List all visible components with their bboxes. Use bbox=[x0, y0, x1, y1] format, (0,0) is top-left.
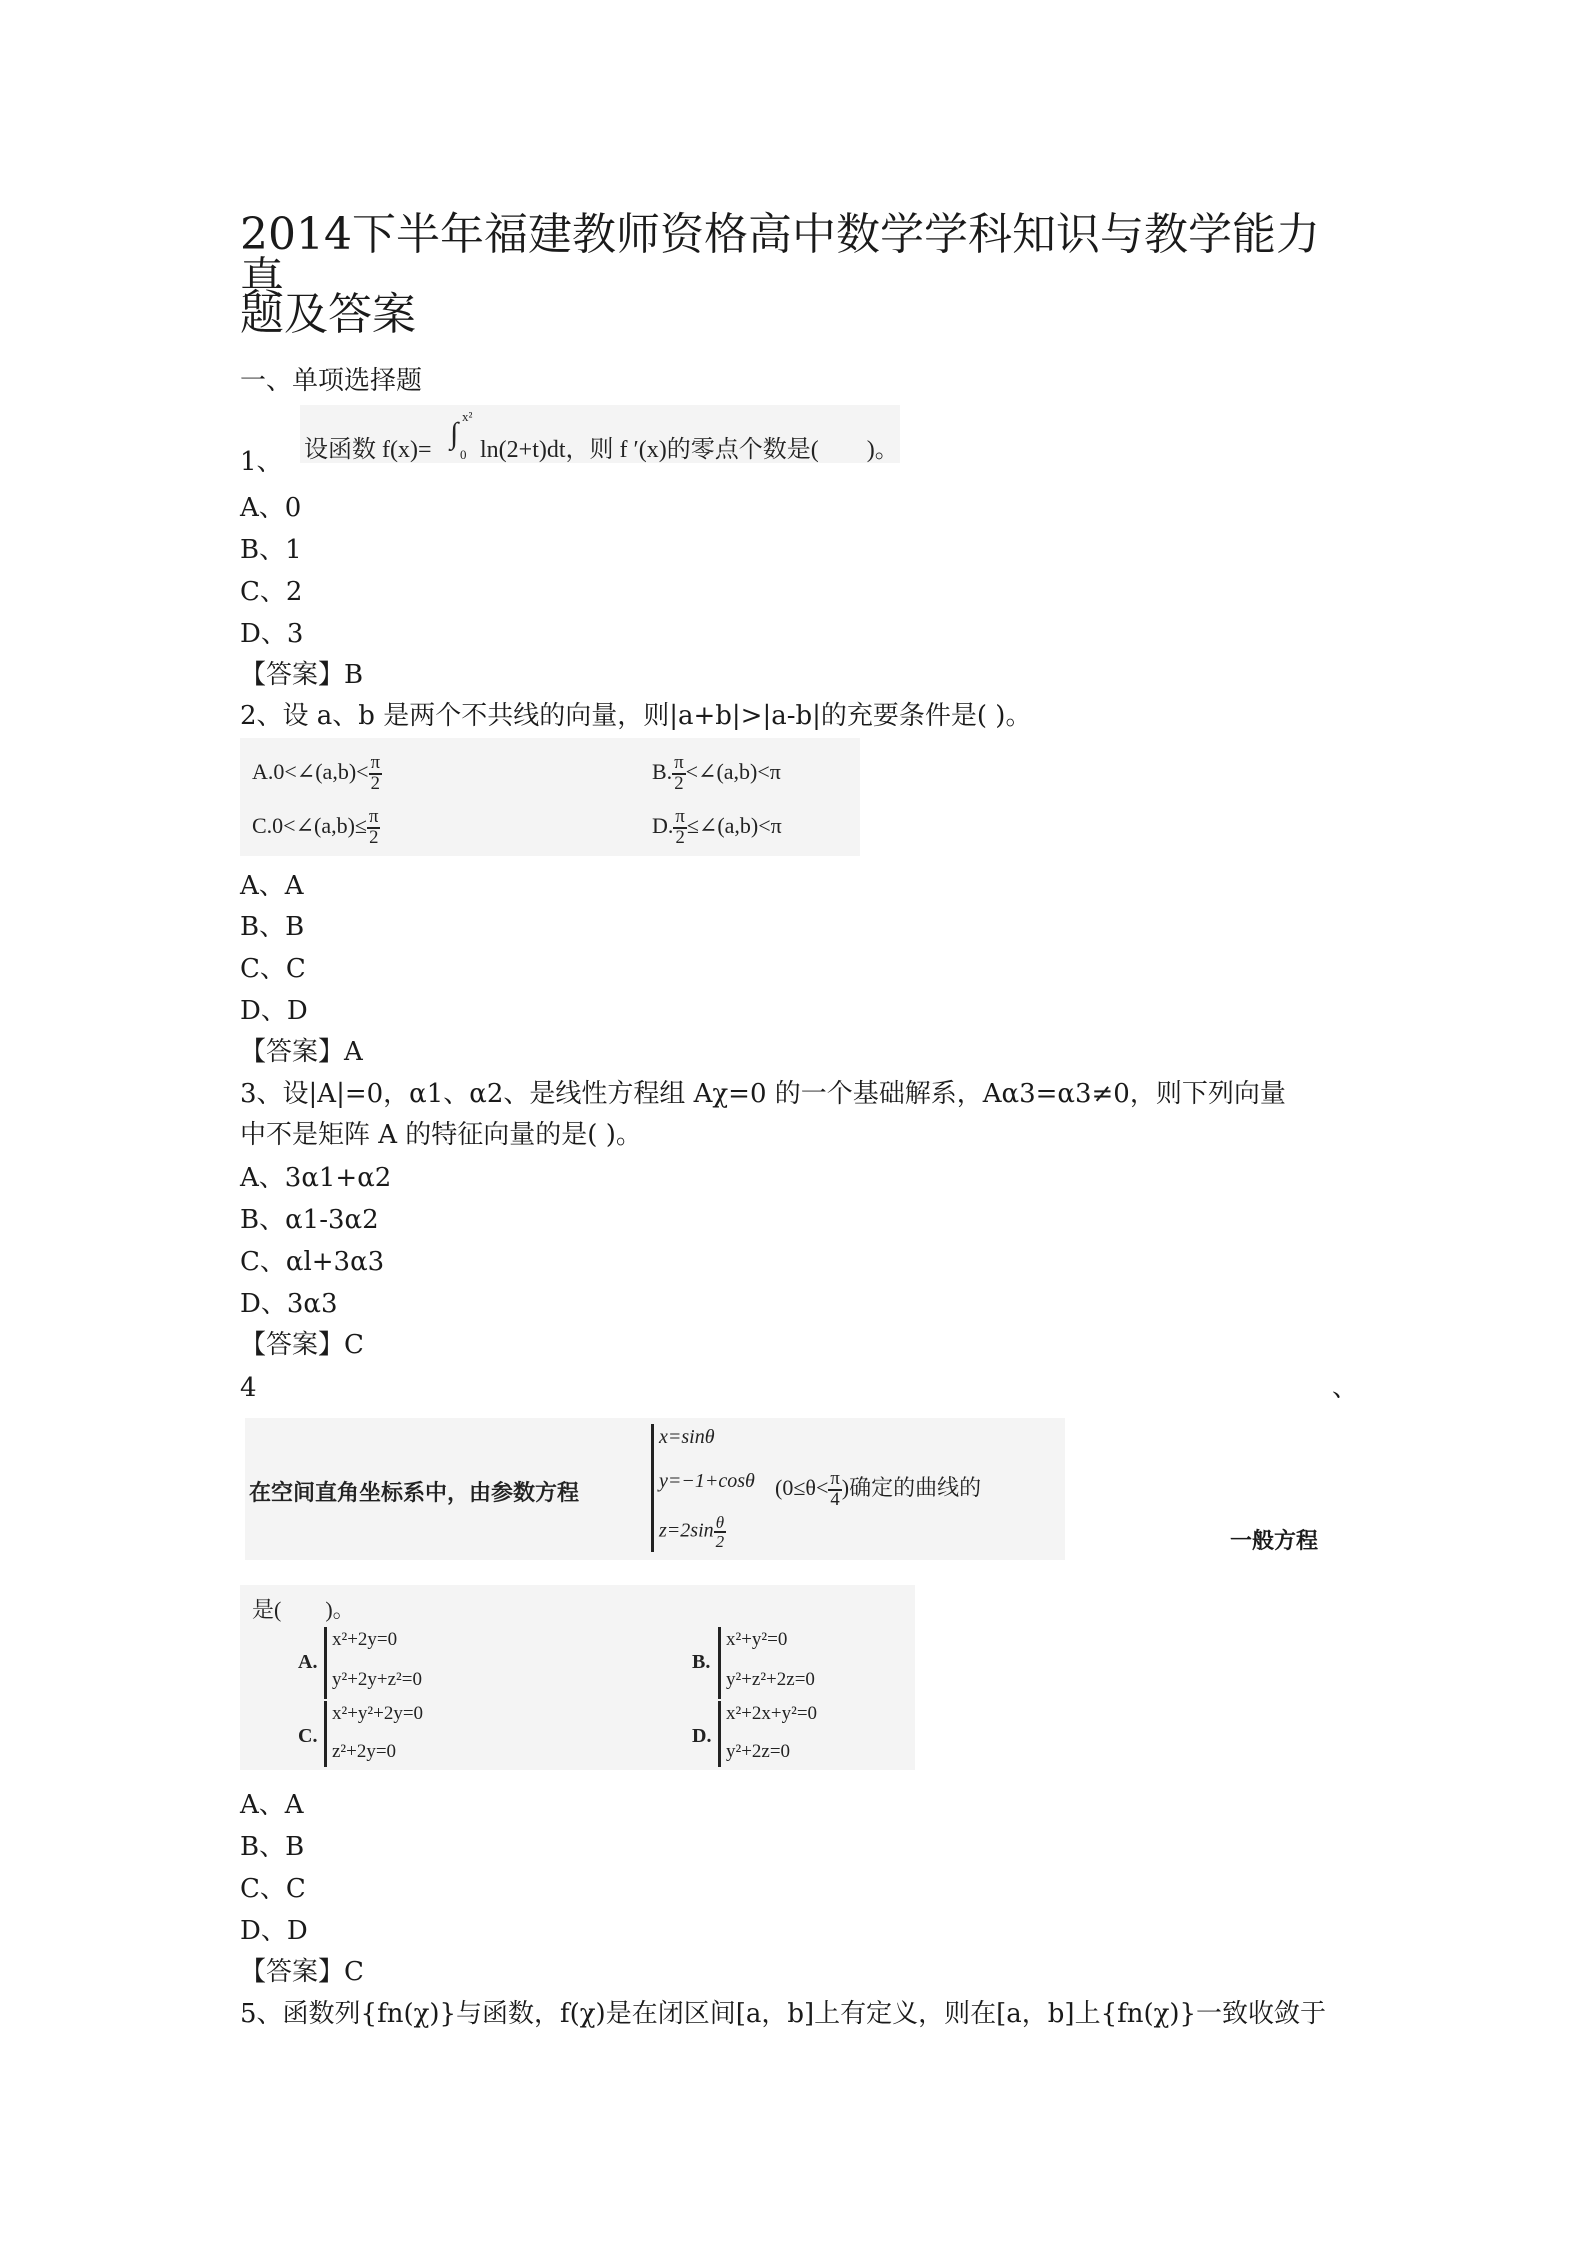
frac-den: 4 bbox=[830, 1488, 840, 1510]
q1-integral-upper: x² bbox=[462, 409, 473, 424]
q3-text-line-2: 中不是矩阵 A 的特征向量的是( )。 bbox=[240, 1120, 642, 1150]
frac-den: 2 bbox=[715, 1532, 725, 1551]
frac-num: π bbox=[675, 806, 685, 827]
frac-den: 2 bbox=[369, 826, 379, 848]
q1-option-b: B、1 bbox=[240, 535, 302, 565]
system-brace bbox=[718, 1627, 721, 1699]
q4-img-d-eq1: x²+2x+y²=0 bbox=[726, 1703, 818, 1724]
q4-general-equation: 一般方程 bbox=[1230, 1528, 1319, 1553]
q4-eq-z bbox=[659, 1514, 726, 1550]
q2-img-option-d bbox=[652, 808, 782, 847]
system-brace bbox=[651, 1424, 654, 1552]
q4-img-label-c: C. bbox=[298, 1725, 318, 1747]
system-brace bbox=[324, 1701, 327, 1767]
q4-img-is: 是( )。 bbox=[252, 1597, 355, 1622]
q2-img-b-text: <∠(a,b)<π bbox=[685, 758, 781, 784]
q3-answer: 【答案】C bbox=[240, 1330, 364, 1360]
q2-img-d-label: D. bbox=[652, 812, 674, 838]
q2-img-option-b bbox=[652, 754, 781, 793]
frac-num: π bbox=[369, 806, 379, 827]
q2-option-b: B、B bbox=[240, 912, 305, 942]
q4-img-c-eq1: x²+y²+2y=0 bbox=[332, 1703, 424, 1724]
q2-img-option-a bbox=[252, 754, 382, 793]
document-title-line-2: 题及答案 bbox=[240, 289, 416, 340]
q3-option-b: B、α1-3α2 bbox=[240, 1205, 379, 1235]
q4-option-c: C、C bbox=[240, 1874, 306, 1904]
frac-den: 2 bbox=[370, 772, 380, 794]
q2-img-a-text: A.0<∠(a,b)< bbox=[252, 758, 369, 784]
q4-option-a: A、A bbox=[240, 1790, 304, 1820]
q4-range-pre: (0≤θ< bbox=[775, 1474, 829, 1500]
pi-over-2 bbox=[369, 754, 382, 793]
document-title-line-1: 2014下半年福建教师资格高中数学学科知识与教学能力真 bbox=[240, 209, 1320, 304]
q4-img-d-eq2: y²+2z=0 bbox=[726, 1741, 791, 1762]
q1-number: 1、 bbox=[240, 447, 283, 477]
pi-over-2 bbox=[673, 808, 686, 847]
section-heading: 一、单项选择题 bbox=[240, 366, 423, 396]
q4-img-a-eq1: x²+2y=0 bbox=[332, 1629, 398, 1650]
pi-over-2 bbox=[367, 808, 380, 847]
q2-img-c-text: C.0<∠(a,b)≤ bbox=[252, 812, 368, 838]
q4-eq-y: y=−1+cosθ bbox=[659, 1470, 755, 1492]
q1-option-a: A、0 bbox=[240, 493, 302, 523]
q3-option-d: D、3α3 bbox=[240, 1289, 338, 1319]
q1-integrand: ln(2+t)dt，则 f ′(x)的零点个数是( )。 bbox=[480, 437, 899, 463]
q4-img-label-a: A. bbox=[298, 1651, 318, 1673]
q4-img-a-eq2: y²+2y+z²=0 bbox=[332, 1669, 422, 1690]
q1-question-image bbox=[300, 405, 900, 463]
q4-number: 4 bbox=[240, 1373, 257, 1403]
q2-options-image bbox=[240, 738, 860, 856]
q4-option-d: D、D bbox=[240, 1916, 308, 1946]
q4-eq-x: x=sinθ bbox=[659, 1426, 715, 1448]
q4-range bbox=[775, 1470, 981, 1509]
system-brace bbox=[324, 1627, 327, 1699]
frac-num: π bbox=[830, 1468, 840, 1489]
frac-num: θ bbox=[714, 1514, 727, 1533]
q4-img-b-eq1: x²+y²=0 bbox=[726, 1629, 788, 1650]
frac-den: 2 bbox=[675, 826, 685, 848]
q3-text-line-1: 3、设|A|=0，α1、α2、是线性方程组 Aχ=0 的一个基础解系，Aα3=α3≠0，则下列向量 bbox=[240, 1079, 1286, 1109]
q4-img-b-eq2: y²+z²+2z=0 bbox=[726, 1669, 815, 1690]
q4-option-b: B、B bbox=[240, 1832, 305, 1862]
q4-eq-z-text: z=2sin bbox=[659, 1519, 714, 1542]
q4-img-label-b: B. bbox=[692, 1651, 711, 1673]
frac-num: π bbox=[370, 752, 380, 773]
q4-separator: 、 bbox=[1332, 1373, 1359, 1403]
frac-num: π bbox=[674, 752, 684, 773]
q2-option-c: C、C bbox=[240, 954, 306, 984]
q5-text: 5、函数列{fn(χ)}与函数，f(χ)是在闭区间[a，b]上有定义，则在[a，b]上{fn(χ)}一致收敛于 bbox=[240, 1999, 1327, 2029]
q1-option-d: D、3 bbox=[240, 619, 304, 649]
integral-sign-icon: ∫ bbox=[450, 417, 459, 450]
pi-over-2 bbox=[672, 754, 685, 793]
q4-img-prefix: 在空间直角坐标系中，由参数方程 bbox=[249, 1480, 580, 1505]
q1-answer: 【答案】B bbox=[240, 660, 364, 690]
q4-img-c-eq2: z²+2y=0 bbox=[332, 1741, 397, 1762]
q2-img-option-c bbox=[252, 808, 380, 847]
q2-answer: 【答案】A bbox=[240, 1037, 363, 1067]
q4-img-label-d: D. bbox=[692, 1725, 712, 1747]
q4-answer: 【答案】C bbox=[240, 1957, 364, 1987]
frac-den: 2 bbox=[674, 772, 684, 794]
theta-over-2 bbox=[714, 1514, 727, 1550]
q1-option-c: C、2 bbox=[240, 577, 303, 607]
q2-img-b-label: B. bbox=[652, 758, 673, 784]
q3-option-c: C、αl+3α3 bbox=[240, 1247, 385, 1277]
q2-option-d: D、D bbox=[240, 996, 308, 1026]
system-brace bbox=[718, 1701, 721, 1767]
q2-img-d-text: ≤∠(a,b)<π bbox=[686, 812, 782, 838]
q4-options-image bbox=[240, 1585, 915, 1770]
pi-over-4 bbox=[828, 1470, 841, 1509]
q1-integral-lower: 0 bbox=[460, 447, 467, 462]
q1-prefix: 设函数 f(x)= bbox=[304, 437, 432, 463]
q2-text: 2、设 a、b 是两个不共线的向量，则|a+b|>|a-b|的充要条件是( )。 bbox=[240, 701, 1032, 731]
q4-parametric-image bbox=[245, 1418, 1065, 1560]
q2-option-a: A、A bbox=[240, 871, 304, 901]
q4-range-post: )确定的曲线的 bbox=[841, 1474, 982, 1500]
q3-option-a: A、3α1+α2 bbox=[240, 1163, 392, 1193]
